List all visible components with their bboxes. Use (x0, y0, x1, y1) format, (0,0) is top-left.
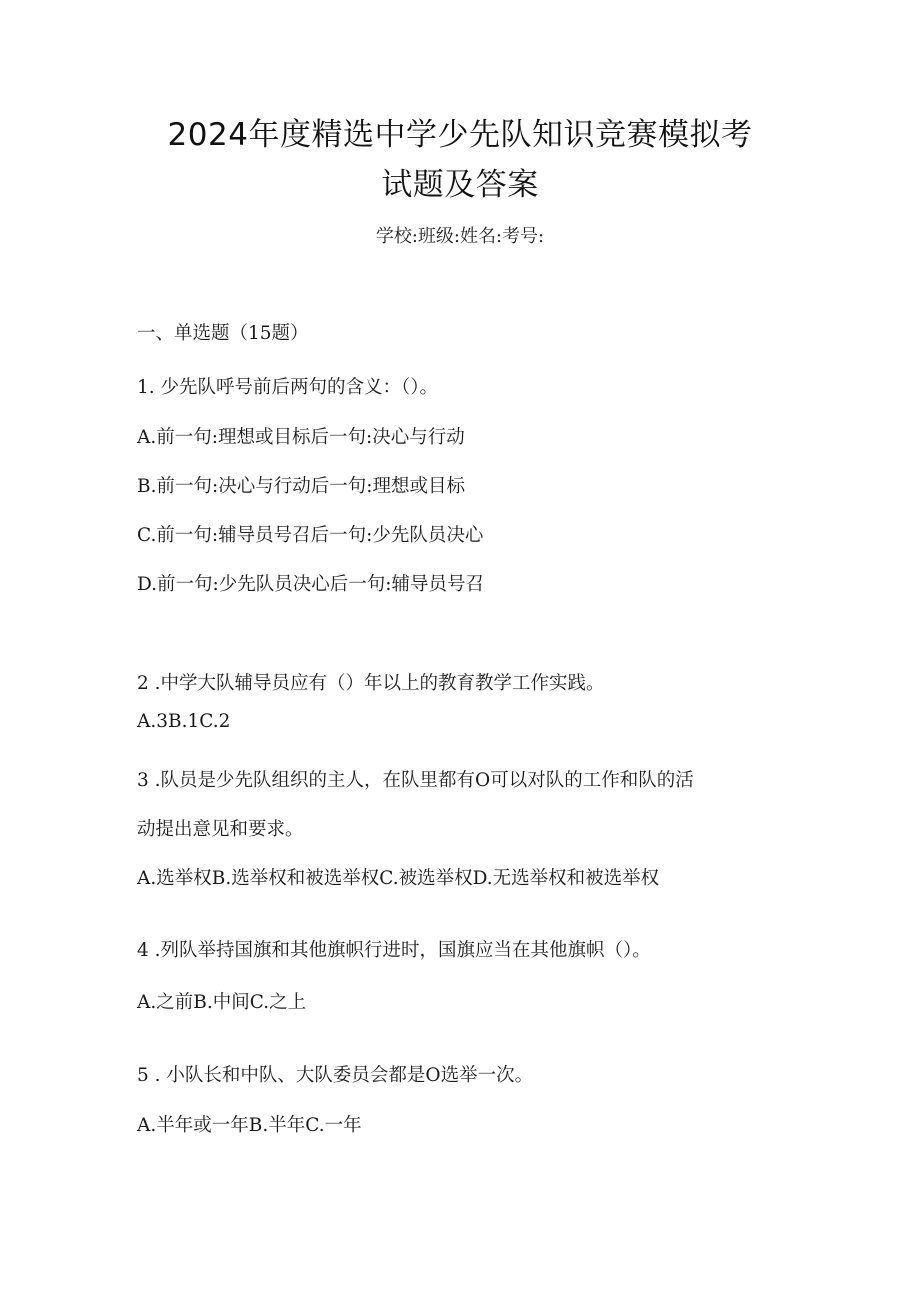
question-1-option-b: B.前一句:决心与行动后一句:理想或目标 (137, 476, 465, 497)
document-title-line-1: 2024年度精选中学少先队知识竞赛模拟考 (167, 117, 753, 153)
question-1-option-a: A.前一句:理想或目标后一句:决心与行动 (137, 427, 465, 448)
question-2-stem: 2 .中学大队辅导员应有（）年以上的教育教学工作实践。 (137, 673, 605, 694)
question-3-stem-line-1: 3 .队员是少先队组织的主人，在队里都有O可以对队的工作和队的活 (137, 770, 694, 791)
question-1-stem: 1. 少先队呼号前后两句的含义：（）。 (137, 377, 439, 398)
section-heading: 一、单选题（15题） (137, 323, 309, 344)
question-5-stem: 5 . 小队长和中队、大队委员会都是O选举一次。 (137, 1065, 534, 1086)
question-1-option-c: C.前一句:辅导员号召后一句:少先队员决心 (137, 525, 484, 546)
question-4-stem: 4 .列队举持国旗和其他旗帜行进时，国旗应当在其他旗帜（）。 (137, 940, 651, 961)
question-3-options: A.选举权B.选举权和被选举权C.被选举权D.无选举权和被选举权 (137, 868, 660, 889)
question-4-options: A.之前B.中间C.之上 (137, 992, 307, 1013)
student-info-line: 学校:班级:姓名:考号: (375, 226, 545, 247)
document-title-line-2: 试题及答案 (381, 167, 539, 203)
question-2-options: A.3B.1C.2 (137, 711, 231, 732)
question-1-option-d: D.前一句:少先队员决心后一句:辅导员号召 (137, 574, 485, 595)
question-3-stem-line-2: 动提出意见和要求。 (137, 819, 304, 840)
question-5-options: A.半年或一年B.半年C.一年 (137, 1115, 362, 1136)
